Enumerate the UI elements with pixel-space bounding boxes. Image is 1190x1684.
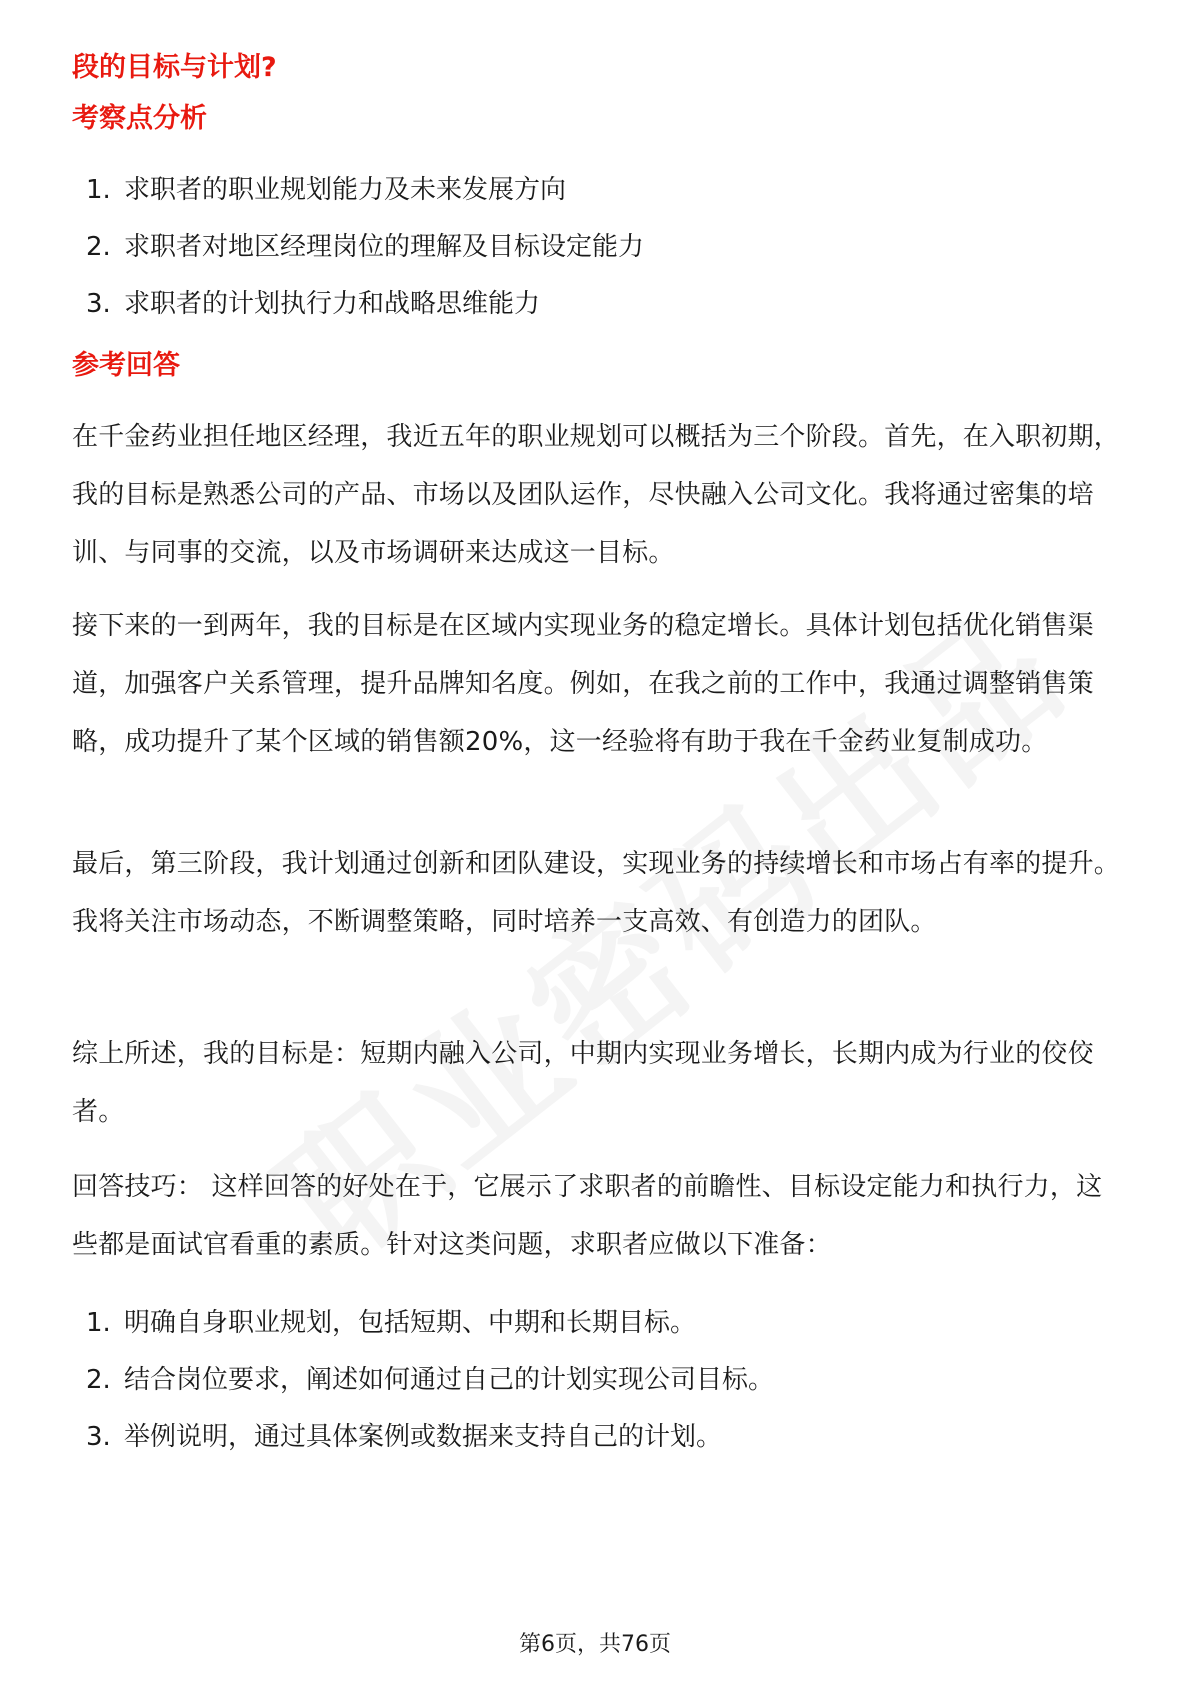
list-number: 3. (86, 289, 111, 319)
analysis-list (72, 170, 644, 341)
list-number: 2. (86, 232, 111, 262)
list-item-text: 明确自身职业规划，包括短期、中期和长期目标。 (124, 1308, 697, 1338)
list-item-text: 结合岗位要求，阐述如何通过自己的计划实现公司目标。 (124, 1365, 775, 1395)
list-number: 3. (86, 1422, 111, 1452)
page-number-footer: 第6页，共76页 (519, 1632, 671, 1657)
list-item-text: 举例说明，通过具体案例或数据来支持自己的计划。 (124, 1422, 723, 1452)
list-item-text: 求职者的计划执行力和战略思维能力 (124, 289, 541, 319)
analysis-heading: 考察点分析 (72, 103, 207, 134)
answer-paragraph-2: 接下来的一到两年，我的目标是在区域内实现业务的稳定增长。具体计划包括优化销售渠道，加强客户关系管理，提升品牌知名度。例如，在我之前的工作中，我通过调整销售策略，成功提升了某个区域的销售额20%，这一经验将有助于我在千金药业复制成功。 (72, 611, 1094, 757)
answer-heading: 参考回答 (72, 350, 180, 381)
answer-tips-paragraph: 回答技巧： 这样回答的好处在于，它展示了求职者的前瞻性、目标设定能力和执行力，这些都是面试官看重的素质。针对这类问题，求职者应做以下准备： (72, 1172, 1103, 1260)
list-number: 1. (86, 175, 111, 205)
list-number: 2. (86, 1365, 111, 1395)
tips-item (72, 1360, 774, 1417)
analysis-item (72, 170, 644, 227)
list-number: 1. (86, 1308, 111, 1338)
answer-paragraph-1: 在千金药业担任地区经理，我近五年的职业规划可以概括为三个阶段。首先，在入职初期，我的目标是熟悉公司的产品、市场以及团队运作，尽快融入公司文化。我将通过密集的培训、与同事的交流，以及市场调研来达成这一目标。 (72, 422, 1121, 568)
answer-paragraph-3: 最后，第三阶段，我计划通过创新和团队建设，实现业务的持续增长和市场占有率的提升。我将关注市场动态，不断调整策略，同时培养一支高效、有创造力的团队。 (72, 849, 1121, 937)
tips-item (72, 1417, 774, 1474)
analysis-item (72, 227, 644, 284)
analysis-item (72, 284, 644, 341)
tips-item (72, 1303, 774, 1360)
list-item-text: 求职者对地区经理岗位的理解及目标设定能力 (124, 232, 645, 262)
answer-paragraph-4: 综上所述，我的目标是：短期内融入公司，中期内实现业务增长，长期内成为行业的佼佼者。 (72, 1039, 1094, 1127)
question-heading-continued: 段的目标与计划? (72, 52, 277, 83)
tips-list (72, 1303, 774, 1474)
list-item-text: 求职者的职业规划能力及未来发展方向 (124, 175, 567, 205)
